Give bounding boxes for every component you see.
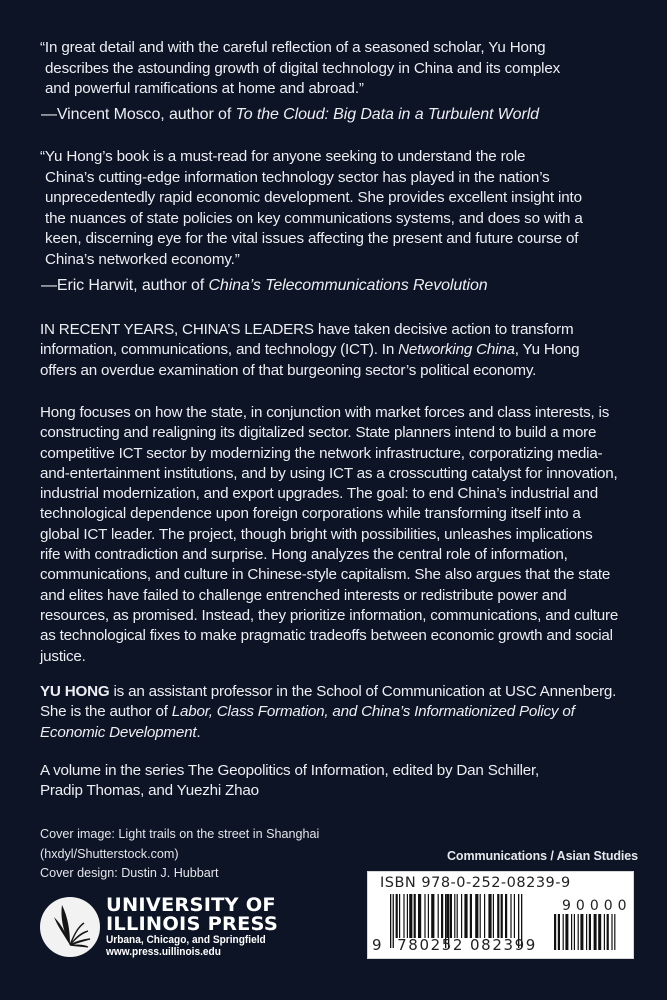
addon-bar	[604, 914, 605, 950]
barcode-bar	[407, 894, 408, 938]
barcode-bar	[409, 894, 412, 938]
attribution-book-title: China’s Telecommunications Revolution	[208, 276, 488, 294]
addon-bar	[565, 914, 568, 950]
intro-text: information, communications, and technology (ICT). In	[40, 341, 399, 359]
barcode-bar	[488, 894, 491, 938]
addon-bar	[594, 914, 597, 950]
praise-quote-2	[40, 147, 640, 296]
cover-image-source: (hxdyl/Shutterstock.com)	[40, 846, 179, 861]
series-line: A volume in the series The Geopolitics of Information, edited by Dan Schiller,	[40, 762, 540, 779]
isbn-label: ISBN 978-0-252-08239-9	[380, 875, 571, 891]
barcode-bar	[475, 894, 478, 938]
barcode-bar	[454, 894, 455, 938]
author-name: YU HONG	[40, 683, 110, 700]
quote-line: China’s cutting-edge information technology sector has played in the nation’s	[45, 168, 550, 186]
body-line: technological dependence upon foreign corporations while transforming itself into a	[40, 505, 581, 523]
body-line: industrial modernization, and export upgrades. The goal: to end China’s industrial and	[40, 485, 599, 503]
addon-bar	[586, 914, 587, 950]
barcode-bar	[399, 894, 400, 938]
bio-line	[40, 723, 640, 743]
ean-group2: 082399	[470, 936, 537, 954]
barcode-bar	[514, 894, 515, 938]
barcode-bar	[418, 894, 421, 938]
barcode-bar	[493, 894, 494, 938]
barcode-bar	[450, 894, 452, 938]
addon-bar	[611, 914, 612, 950]
barcode-bar	[470, 894, 472, 938]
intro-text: have taken decisive action to transform	[313, 321, 574, 338]
addon-bar	[558, 914, 560, 950]
barcode-bar	[464, 894, 467, 938]
quote-text	[40, 147, 640, 271]
isbn-barcode	[367, 871, 634, 959]
addon-bar	[563, 914, 564, 950]
barcode-bar	[501, 894, 503, 938]
bio-line	[40, 682, 640, 702]
bio-text: .	[196, 723, 201, 741]
body-line: global ICT leader. The project, though bright with possibilities, unleashes implications	[40, 525, 593, 543]
book-title: Networking China	[398, 341, 515, 359]
author-bio	[40, 682, 640, 743]
body-line: resources, as promised. Instead, they prioritize information, communications, and culture	[40, 606, 619, 624]
quote-line: the nuances of state policies on key communications systems, and does so with a	[45, 209, 583, 227]
barcode-bar	[428, 894, 429, 938]
quote-text	[40, 38, 640, 100]
barcode-bar	[414, 894, 416, 938]
attribution-author: —Vincent Mosco, author of	[41, 105, 236, 123]
series-line: Pradip Thomas, and Yuezhi Zhao	[40, 782, 259, 800]
addon-bar	[554, 914, 556, 950]
addon-bar	[580, 914, 583, 950]
quote-line: describes the astounding growth of digital technology in China and its complex	[45, 59, 561, 77]
description-body	[40, 403, 640, 667]
intro-line	[40, 320, 640, 340]
quote-line: and powerful ramifications at home and abroad.”	[45, 80, 364, 98]
quote-attribution	[40, 276, 640, 296]
barcode-bar	[457, 894, 458, 938]
quote-line: “In great detail and with the careful reflection of a seasoned scholar, Yu Hong	[40, 39, 546, 56]
body-line: and elites have failed to challenge entrenched interests or redistribute power and	[40, 586, 567, 604]
body-line: rife with contradiction and surprise. Hong analyzes the central role of information,	[40, 546, 568, 564]
intro-caps: IN RECENT YEARS, CHINA’S LEADERS	[40, 321, 314, 338]
prior-book-title: Labor, Class Formation, and China’s Informationized Policy of	[171, 703, 575, 721]
intro-line	[40, 340, 640, 360]
leaf-plume-icon	[40, 897, 100, 957]
barcode-bar	[431, 894, 434, 938]
ean-digits	[372, 936, 537, 954]
quote-line: China’s networked economy.”	[45, 250, 240, 268]
barcode-bar	[403, 894, 404, 938]
prior-book-title: Economic Development	[40, 723, 197, 741]
publisher-website: www.press.uillinois.edu	[106, 946, 221, 958]
quote-line: “Yu Hong’s book is a must-read for anyone seeking to understand the role	[40, 148, 526, 165]
quote-line: keen, discerning eye for the vital issues affecting the present and future course of	[45, 230, 579, 248]
barcode-bar	[480, 894, 481, 938]
body-line: constructing and realigning its digitalized sector. State planners intend to build a more	[40, 424, 597, 442]
cover-credits	[40, 825, 319, 884]
addon-bar	[598, 914, 601, 950]
quote-line: unprecedentedly rapid economic development. She provides excellent insight into	[45, 189, 582, 207]
description-intro	[40, 320, 640, 381]
publisher-name-line1: UNIVERSITY OF	[106, 894, 276, 916]
intro-line: offers an overdue examination of that burgeoning sector’s political economy.	[40, 361, 537, 379]
barcode-bar	[497, 894, 499, 938]
addon-bar	[607, 914, 609, 950]
ean-group1: 780252	[397, 936, 465, 954]
ean-prefix: 9	[372, 936, 384, 954]
intro-text: , Yu Hong	[514, 341, 580, 359]
barcode-bar	[424, 894, 425, 938]
praise-quote-1	[40, 38, 640, 125]
cover-image-credit: Cover image: Light trails on the street in Shanghai	[40, 827, 320, 841]
addon-bar	[589, 914, 591, 950]
quote-attribution	[40, 105, 640, 125]
body-line: competitive ICT sector by modernizing the network infrastructure, corporatizing media-	[40, 444, 603, 462]
body-line: as technological fixes to make pragmatic tradeoffs between economic growth and social	[40, 627, 613, 645]
series-note	[40, 761, 640, 802]
body-line: communications, and culture in Chinese-style capitalism. She also argues that the state	[40, 566, 611, 584]
barcode-bar	[510, 894, 511, 938]
publisher-name	[106, 896, 280, 958]
publisher-logo	[40, 895, 280, 959]
publisher-locations: Urbana, Chicago, and Springfield	[106, 934, 266, 946]
body-line: Hong focuses on how the state, in conjunction with market forces and class interests, is	[40, 404, 610, 421]
body-line: justice.	[40, 647, 86, 665]
addon-bar	[571, 914, 572, 950]
attribution-book-title: To the Cloud: Big Data in a Turbulent World	[235, 105, 539, 123]
barcode-bar	[438, 894, 439, 938]
bio-line	[40, 702, 640, 722]
barcode-bar	[505, 894, 507, 938]
addon-bar	[574, 914, 575, 950]
barcode-bar	[441, 894, 443, 938]
barcode-bar	[461, 894, 462, 938]
body-line: and-entertainment institutions, and by using ICT as a crosscutting catalyst for innovation,	[40, 464, 618, 482]
barcode-bar	[484, 894, 485, 938]
cover-design-credit: Cover design: Dustin J. Hubbart	[40, 866, 219, 880]
addon-bar	[614, 914, 615, 950]
addon-digits: 90000	[562, 898, 632, 914]
addon-bar	[578, 914, 579, 950]
attribution-author: —Eric Harwit, author of	[41, 276, 209, 294]
bio-text: is an assistant professor in the School of Communication at USC Annenberg.	[109, 683, 617, 700]
barcode-bar	[396, 894, 398, 938]
subject-category: Communications / Asian Studies	[446, 849, 638, 863]
bio-text: She is the author of	[40, 703, 172, 721]
publisher-name-line2: ILLINOIS PRESS	[106, 913, 278, 935]
